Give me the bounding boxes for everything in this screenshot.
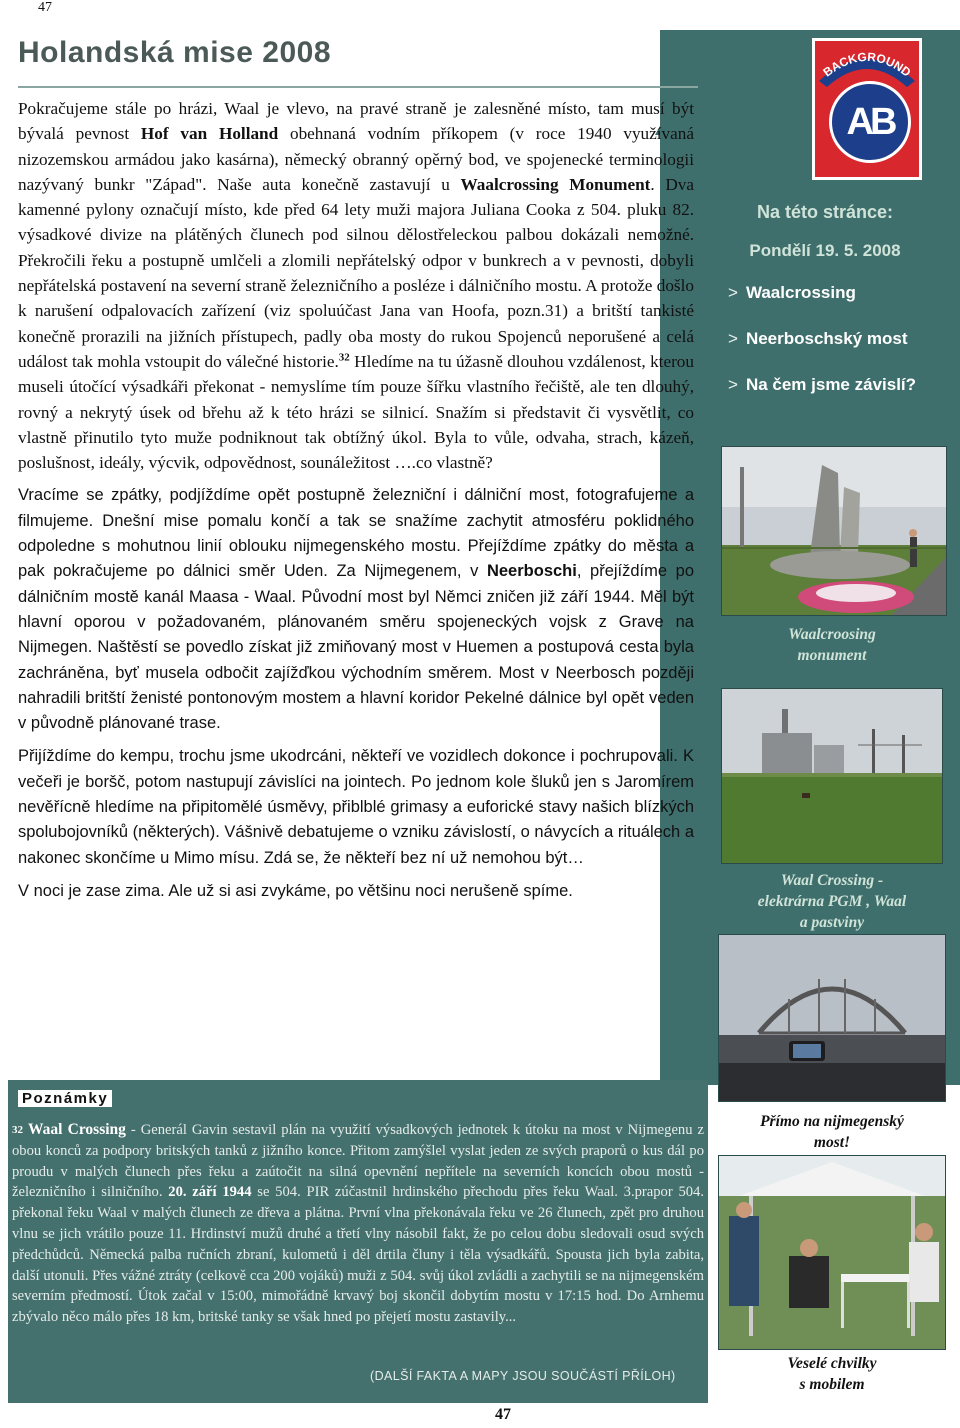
caption-bridge: Přímo na nijmegenský most!: [760, 1113, 904, 1151]
page-number-bottom: 47: [495, 1406, 511, 1423]
toc-heading: Na této stránce:: [756, 202, 894, 222]
footnote-ref-32[interactable]: 32: [338, 351, 350, 364]
toc-list: [728, 283, 916, 421]
caption-monument: Waalcroosing monument: [788, 626, 876, 664]
logo-ab-emblem: AB: [829, 81, 911, 163]
page-number-top: 47: [38, 0, 52, 15]
footnote-32: $^{32}$ Waal Crossing - Generál Gavin sestavil plán na využití výsadkových jednotek k útoku na most v Nijmegenu z obou konců za podpory britských tanků z jižního konce. Přitom zamýšlel vyslat jeden ze svých praporů o kus dál po proudu v malých člunech přes řeku a zaútočit na silná opevnění nepřítele na severních koncích obou mostů - železničního i silničního. 20. září 1944 se 504. PIR zúčastnil hrdinského přechodu přes řeku Waal. 3.prapor 504. překonal řeku Waal v malých člunech ze dřeva a plátna. První vlna překonávala řeku ve 26 člunech, zpět pro druhou vlnu se jich vrátilo pouze 11. Hrdinství mužů druhé a třetí vlny násobil fakt, že po celou dobu sledovali osud svých předchůdců. Německá palba ručních zbraní, kulometů i děl drtila čluny i těla výsadkářů. Spousta jich byla zabita, další utonuli. Přes vážné ztráty (celkově cca 200 vojáků) muži z 504. svůj úkol zvládli a zachytili se na nijmegenském severním předmostí. Útok začal v 15:00, mimořádně krvavý boj skončil dobytím mostu v 17:15 hod. Do Arnhemu zbývalo něco málo přes 18 km, britské tanky se však hned po přejetí mostu zastavily...: [12, 1121, 705, 1326]
paragraph-night: V noci je zase zima. Ale už si asi zvykáme, po většinu noci nerušeně spíme.: [18, 881, 573, 900]
notes-heading: Poznámky: [18, 1090, 112, 1107]
toc-item-neerbosch[interactable]: > Neerboschský most: [728, 329, 908, 348]
photo-camp-mobile: [718, 1155, 946, 1350]
notes-footer: (DALŠÍ FAKTA A MAPY JSOU SOUČÁSTÍ PŘÍLOH): [370, 1369, 676, 1383]
photo-nijmegen-bridge: [718, 934, 946, 1102]
title-divider: [18, 86, 698, 88]
paragraph-camp: Přijíždíme do kempu, trochu jsme ukodrcáni, někteří ve vozidlech dokonce i pochrupovali. K večeři je boršč, potom nastupují závislíci na jointech. Po jednom kole šluků jen s Jaromírem nevěřícně hledíme na připitomělé úsměvy, přiblblé grimasy a euforické stavy našich blízkých spolubojovníků (některých). Vášnivě debatujeme o vzniku závislostí, o návycích a rituálech a nakonec skončíme u Mimo mísu. Zdá se, že někteří bez ní už nemohou být…: [18, 747, 694, 867]
division-logo: [812, 38, 922, 180]
caption-power-plant: Waal Crossing - elektrárna PGM , Waal a pastviny: [757, 872, 907, 931]
photo-waalcrossing-monument: [721, 446, 947, 616]
toc-item-waalcrossing[interactable]: > Waalcrossing: [728, 283, 856, 302]
page-title: Holandská mise 2008: [18, 36, 332, 69]
toc-item-dependence[interactable]: > Na čem jsme závislí?: [728, 375, 917, 394]
caption-camp: Veselé chvilky s mobilem: [787, 1355, 877, 1393]
svg-text:BACKGROUND: BACKGROUND: [820, 49, 914, 80]
paragraph-neerbosch: Vracíme se zpátky, podjíždíme opět postupně železniční i dálniční most, fotografujeme a filmujeme. Dnešní mise pomalu končí a tak se snažíme zachytit atmosféru poklidného odpoledne s mohutnou linií oblouku nijmegenského mostu. Přejíždíme zpátky do města a pak pokračujeme po dálnici směr Uden. Za Nijmegenem, v Neerboschi, přejíždíme po dálničním mostě kanál Maasa - Waal. Původní most byl Němci zničen již září 1944. Měl být hlavní oporou v požadovaném, plánovaném směru spojeneckých vojsk z Grave na Nijmegen. Naštěstí se povedlo získat již zmiňovaný most v Huemen a postupová cesta byla zachráněna, byť musela odbočit zajížďkou východním směrem. Most v Neerbosch později nahradili britští ženisté pontonovým mostem a hlavní koridor Pekelné dálnice byl opět veden v původně plánované trase.: [18, 486, 695, 733]
article-body: [18, 96, 694, 912]
photo-power-plant-pasture: [721, 688, 943, 864]
paragraph-waalcrossing: Pokračujeme stále po hrázi, Waal je vlevo, na pravé straně je zalesněné místo, tam musí být bývalá pevnost Hof van Holland obehnaná vodním příkopem (v roce 1940 využívaná nizozemskou armádou jako kasárna), německý obranný opěrný bod, ve spojenecké terminologii nazývaný bunkr "Západ". Naše auta konečně zastavují u Waalcrossing Monument. Dva kamenné pylony označují místo, kde před 64 lety muži majora Juliana Cooka z 504. pluku 82. výsadkové divize na plátěných člunech pod silnou dělostřeleckou palbou dokázali nemožné. Překročili řeku a postupně umlčeli a zlomili nepřátelský odpor v bunkrech a v pevnosti, dobyli nepřátelská postavení na severní straně železničního a posléze i dálničního mostu. A protože došlo k narušení odpalovacích zařízení (viz spoluúčast Jana van Hoofa, pozn.31) a britští tankisté konečně prorazili na jižních přístupech, padly oba mosty do rukou Spojenců neporušené a celá událost tak mohla vstoupit do válečné historie.$^{32}$ Hledíme na tu úžasně dlouhou vzdálenost, kterou museli útočící výsadkáři překonat - nemyslíme tím pouze šířku vlastního řečiště, ale ten dlouhý, rovný a nekrytý úsek od břehu až k této hrázi se silnicí. Snažím si představit či vysvětlit, co vlastně přinutilo tyto muže podniknout tak obtížný úkol. Byla to vůle, odvaha, strach, kázeň, poslušnost, ideály, výcvik, odpovědnost, sounáležitost ….co vlastně?: [18, 99, 695, 473]
toc-date: Pondělí 19. 5. 2008: [749, 241, 901, 260]
